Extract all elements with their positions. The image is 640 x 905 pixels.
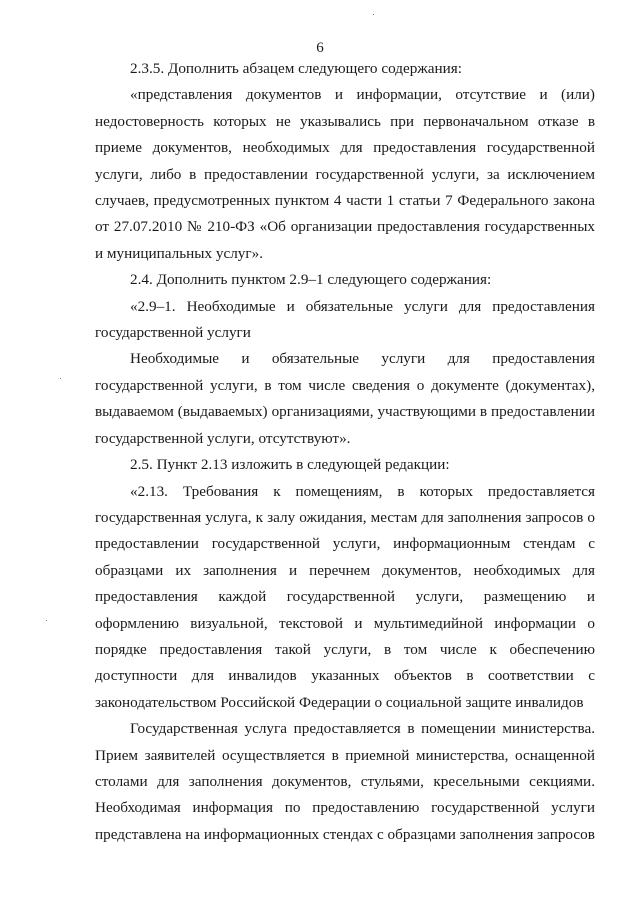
paragraph-2-9-1-text: Необходимые и обязательные услуги для предоставления государственной услуги, в том числе сведения о документе (документах), выдаваемом (выдаваемых) организациями, участвующими в предоставлении государственной услуги, отсутствуют». bbox=[95, 350, 595, 447]
scan-speck bbox=[373, 14, 374, 15]
paragraph-2-3-5-heading: 2.3.5. Дополнить абзацем следующего содержания: bbox=[130, 60, 462, 77]
paragraph-2-9-1-title: «2.9–1. Необходимые и обязательные услуги для предоставления государственной услуги bbox=[95, 297, 595, 342]
paragraph-2-13-text: Государственная услуга предоставляется в помещении министерства. Прием заявителей осуществляется в приемной министерства, оснащенной столами для заполнения документов, стульями, кресельными секциями. Необходимая информация по предоставлению государственной услуги представлена на информационных стендах с образцами заполнения запросов bbox=[95, 720, 595, 843]
paragraph-2-4-heading: 2.4. Дополнить пунктом 2.9–1 следующего содержания: bbox=[130, 271, 492, 289]
paragraph-2-5-heading: 2.5. Пункт 2.13 изложить в следующей редакции: bbox=[130, 456, 450, 474]
paragraph-2-13-title: «2.13. Требования к помещениям, в которых предоставляется государственная услуга, к залу ожидания, местам для заполнения запросов о предоставлении государственной услуги, информационным стендам с образцами их заполнения и перечнем документов, необходимых для предоставления каждой государственной услуги, размещению и оформлению визуальной, текстовой и мультимедийной информации о порядке предоставления такой услуги, в том числе к обеспечению доступности для инвалидов указанных объектов в соответствии с законодательством Российской Федерации о социальной защите инвалидов bbox=[95, 482, 595, 711]
paragraph-2-3-5-text: «представления документов и информации, отсутствие и (или) недостоверность которых не указывались при первоначальном отказе в приеме документов, необходимых для предоставления государственной услуги, либо в предоставлении государственной услуги, за исключением случаев, предусмотренных пунктом 4 части 1 статьи 7 Федерального закона от 27.07.2010 № 210-ФЗ «Об организации предоставления государственных и муниципальных услуг». bbox=[95, 86, 595, 262]
page-number: 6 bbox=[316, 40, 324, 56]
scan-speck bbox=[46, 620, 47, 621]
scan-speck bbox=[60, 378, 61, 379]
document-body bbox=[95, 56, 595, 848]
